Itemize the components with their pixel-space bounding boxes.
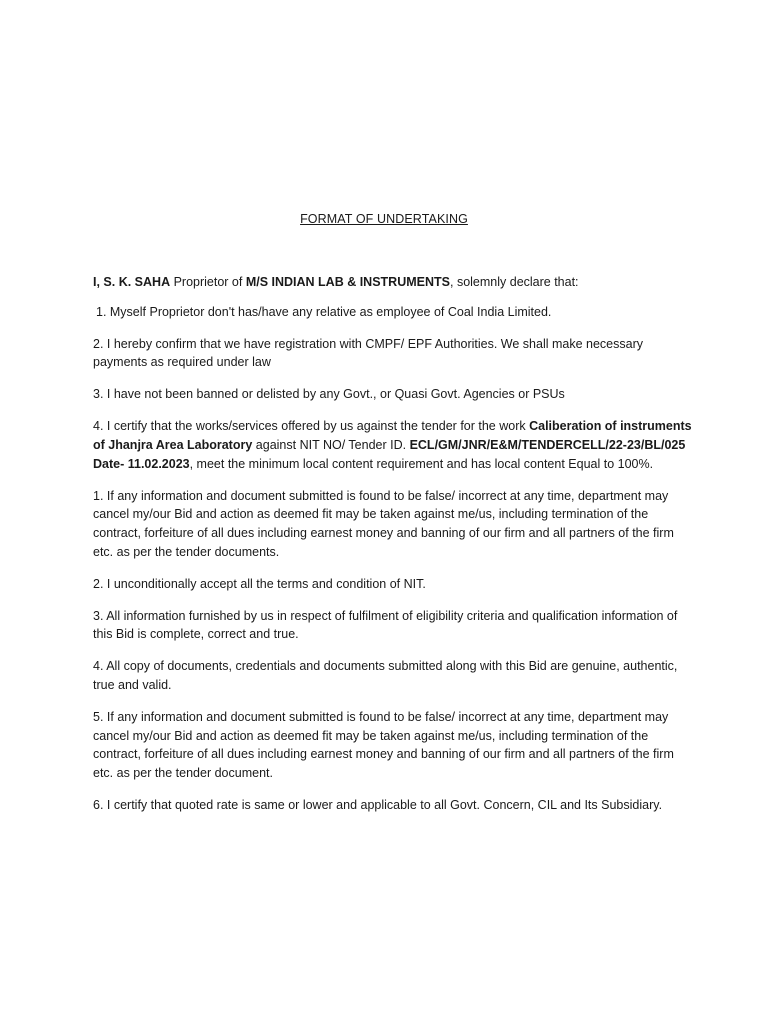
document-body — [93, 273, 693, 828]
item4-middle: against NIT NO/ Tender ID. — [252, 438, 410, 453]
declaration-item-4: 4. All copy of documents, credentials and documents submitted along with this Bid are genuine, authentic, true and valid. — [93, 659, 678, 692]
declaration-item-1: 1. If any information and document submitted is found to be false/ incorrect at any time, department may cancel my/our Bid and action as deemed fit may be taken against me/us, including termination of the contract, forfeiture of all dues including earnest money and banning of our firm and all partners of the firm etc. as per the tender documents. — [93, 488, 674, 559]
declaration-item-2: 2. I unconditionally accept all the terms and condition of NIT. — [93, 576, 426, 591]
declaration-item-5: 5. If any information and document submitted is found to be false/ incorrect at any time, department may cancel my/our Bid and action as deemed fit may be taken against me/us, including termination of the contract, forfeiture of all dues including earnest money and banning of our firm and all partners of the firm etc. as per the tender document. — [93, 710, 674, 780]
undertaking-item-3: 3. I have not been banned or delisted by any Govt., or Quasi Govt. Agencies or PSUs — [93, 387, 565, 402]
intro-declaration — [93, 273, 693, 292]
item4-prefix: 4. I certify that the works/services offered by us against the tender for the work — [93, 419, 530, 434]
undertaking-item-2: 2. I hereby confirm that we have registration with CMPF/ EPF Authorities. We shall make necessary payments as required under law — [93, 336, 643, 370]
tender-id: ECL/GM/JNR/E&M/TENDERCELL/22-23/BL/025 Date- 11.02.2023 — [93, 438, 686, 471]
undertaking-item-4 — [93, 417, 693, 473]
intro-middle-text: Proprietor of — [170, 275, 246, 289]
declaration-item-3: 3. All information furnished by us in respect of fulfilment of eligibility criteria and qualification information of this Bid is complete, correct and true. — [93, 608, 678, 642]
intro-suffix-text: , solemnly declare that: — [450, 275, 579, 289]
item4-suffix: , meet the minimum local content requirement and has local content Equal to 100%. — [189, 456, 654, 471]
undertaking-item-1: 1. Myself Proprietor don't has/have any relative as employee of Coal India Limited. — [96, 304, 552, 319]
work-name: Caliberation of instruments of Jhanjra Area Laboratory — [93, 419, 692, 453]
declarant-name: I, S. K. SAHA — [93, 275, 171, 289]
declaration-item-6: 6. I certify that quoted rate is same or lower and applicable to all Govt. Concern, CIL and Its Subsidiary. — [93, 797, 663, 812]
firm-name: M/S INDIAN LAB & INSTRUMENTS — [245, 275, 450, 289]
document-title: FORMAT OF UNDERTAKING — [300, 212, 468, 226]
